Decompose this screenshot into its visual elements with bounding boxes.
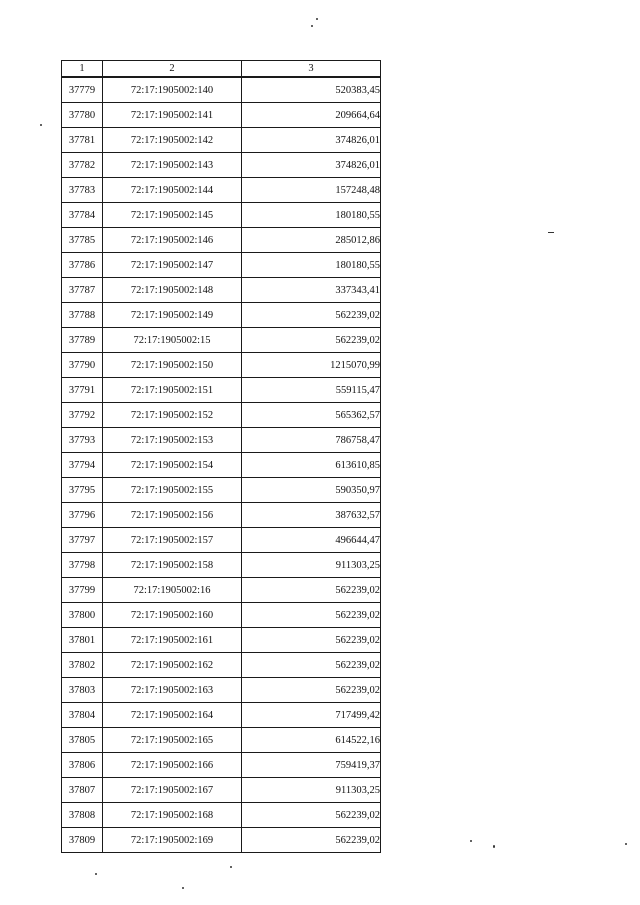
- row-number-cell: 37784: [62, 203, 103, 228]
- cadastral-value-cell: 562239,02: [242, 653, 381, 678]
- table-row: [62, 553, 381, 578]
- cadastral-value-cell: 613610,85: [242, 453, 381, 478]
- table-row: [62, 653, 381, 678]
- table-row: [62, 328, 381, 353]
- table-row: [62, 678, 381, 703]
- row-number-cell: 37786: [62, 253, 103, 278]
- table-row: [62, 203, 381, 228]
- cadastral-value-cell: 565362,57: [242, 403, 381, 428]
- row-number-cell: 37782: [62, 153, 103, 178]
- scan-speck: [493, 845, 495, 848]
- row-number-cell: 37787: [62, 278, 103, 303]
- cadastral-number-cell: 72:17:1905002:169: [103, 828, 242, 853]
- cadastral-value-cell: 157248,48: [242, 178, 381, 203]
- cadastral-number-cell: 72:17:1905002:146: [103, 228, 242, 253]
- row-number-cell: 37799: [62, 578, 103, 603]
- column-header: 3: [242, 61, 381, 78]
- cadastral-value-cell: 562239,02: [242, 628, 381, 653]
- row-number-cell: 37781: [62, 128, 103, 153]
- cadastral-number-cell: 72:17:1905002:168: [103, 803, 242, 828]
- cadastral-value-cell: 786758,47: [242, 428, 381, 453]
- cadastral-value-cell: 387632,57: [242, 503, 381, 528]
- row-number-cell: 37783: [62, 178, 103, 203]
- table-row: [62, 528, 381, 553]
- table-row: [62, 77, 381, 103]
- table-row: [62, 753, 381, 778]
- row-number-cell: 37808: [62, 803, 103, 828]
- cadastral-value-cell: 337343,41: [242, 278, 381, 303]
- table-row: [62, 728, 381, 753]
- cadastral-number-cell: 72:17:1905002:151: [103, 378, 242, 403]
- row-number-cell: 37797: [62, 528, 103, 553]
- cadastral-number-cell: 72:17:1905002:141: [103, 103, 242, 128]
- cadastral-value-cell: 759419,37: [242, 753, 381, 778]
- cadastral-number-cell: 72:17:1905002:162: [103, 653, 242, 678]
- table-row: [62, 453, 381, 478]
- row-number-cell: 37803: [62, 678, 103, 703]
- cadastral-value-cell: 496644,47: [242, 528, 381, 553]
- cadastral-number-cell: 72:17:1905002:158: [103, 553, 242, 578]
- cadastral-value-cell: 562239,02: [242, 328, 381, 353]
- cadastral-value-cell: 209664,64: [242, 103, 381, 128]
- scan-speck: [311, 25, 313, 27]
- table-header-row: [62, 61, 381, 78]
- table-row: [62, 803, 381, 828]
- cadastral-value-cell: 520383,45: [242, 77, 381, 103]
- row-number-cell: 37788: [62, 303, 103, 328]
- cadastral-number-cell: 72:17:1905002:144: [103, 178, 242, 203]
- scan-speck: [316, 18, 318, 20]
- cadastral-value-cell: 614522,16: [242, 728, 381, 753]
- cadastral-value-cell: 1215070,99: [242, 353, 381, 378]
- cadastral-value-table: [61, 60, 381, 853]
- table-row: [62, 628, 381, 653]
- row-number-cell: 37804: [62, 703, 103, 728]
- row-number-cell: 37801: [62, 628, 103, 653]
- row-number-cell: 37798: [62, 553, 103, 578]
- cadastral-number-cell: 72:17:1905002:145: [103, 203, 242, 228]
- cadastral-number-cell: 72:17:1905002:154: [103, 453, 242, 478]
- cadastral-number-cell: 72:17:1905002:153: [103, 428, 242, 453]
- cadastral-value-cell: 562239,02: [242, 678, 381, 703]
- row-number-cell: 37789: [62, 328, 103, 353]
- row-number-cell: 37796: [62, 503, 103, 528]
- scan-speck: [548, 232, 554, 233]
- cadastral-value-cell: 180180,55: [242, 253, 381, 278]
- table-row: [62, 578, 381, 603]
- table-row: [62, 503, 381, 528]
- cadastral-number-cell: 72:17:1905002:149: [103, 303, 242, 328]
- row-number-cell: 37790: [62, 353, 103, 378]
- cadastral-number-cell: 72:17:1905002:160: [103, 603, 242, 628]
- cadastral-value-cell: 285012,86: [242, 228, 381, 253]
- table-row: [62, 478, 381, 503]
- cadastral-value-cell: 562239,02: [242, 578, 381, 603]
- table-row: [62, 378, 381, 403]
- row-number-cell: 37793: [62, 428, 103, 453]
- table-row: [62, 178, 381, 203]
- cadastral-value-cell: 562239,02: [242, 828, 381, 853]
- table-row: [62, 153, 381, 178]
- table-row: [62, 703, 381, 728]
- cadastral-number-cell: 72:17:1905002:157: [103, 528, 242, 553]
- table-row: [62, 603, 381, 628]
- cadastral-number-cell: 72:17:1905002:156: [103, 503, 242, 528]
- table-row: [62, 228, 381, 253]
- row-number-cell: 37805: [62, 728, 103, 753]
- cadastral-number-cell: 72:17:1905002:163: [103, 678, 242, 703]
- cadastral-value-cell: 911303,25: [242, 778, 381, 803]
- table-row: [62, 128, 381, 153]
- cadastral-value-cell: 590350,97: [242, 478, 381, 503]
- row-number-cell: 37779: [62, 77, 103, 103]
- cadastral-number-cell: 72:17:1905002:152: [103, 403, 242, 428]
- scan-speck: [470, 840, 472, 842]
- table-row: [62, 278, 381, 303]
- column-header: 1: [62, 61, 103, 78]
- cadastral-value-cell: 180180,55: [242, 203, 381, 228]
- column-header: 2: [103, 61, 242, 78]
- table-row: [62, 303, 381, 328]
- table-row: [62, 253, 381, 278]
- cadastral-number-cell: 72:17:1905002:147: [103, 253, 242, 278]
- table-row: [62, 828, 381, 853]
- cadastral-number-cell: 72:17:1905002:15: [103, 328, 242, 353]
- row-number-cell: 37806: [62, 753, 103, 778]
- table-body: [62, 77, 381, 853]
- cadastral-number-cell: 72:17:1905002:165: [103, 728, 242, 753]
- cadastral-number-cell: 72:17:1905002:164: [103, 703, 242, 728]
- scan-speck: [95, 873, 97, 875]
- cadastral-number-cell: 72:17:1905002:150: [103, 353, 242, 378]
- cadastral-value-cell: 374826,01: [242, 128, 381, 153]
- cadastral-value-cell: 717499,42: [242, 703, 381, 728]
- row-number-cell: 37780: [62, 103, 103, 128]
- table-row: [62, 353, 381, 378]
- cadastral-value-cell: 911303,25: [242, 553, 381, 578]
- scan-speck: [625, 843, 627, 845]
- cadastral-number-cell: 72:17:1905002:16: [103, 578, 242, 603]
- cadastral-value-cell: 374826,01: [242, 153, 381, 178]
- row-number-cell: 37791: [62, 378, 103, 403]
- table-row: [62, 778, 381, 803]
- cadastral-number-cell: 72:17:1905002:166: [103, 753, 242, 778]
- scan-speck: [230, 866, 232, 868]
- cadastral-number-cell: 72:17:1905002:155: [103, 478, 242, 503]
- cadastral-number-cell: 72:17:1905002:167: [103, 778, 242, 803]
- cadastral-value-cell: 562239,02: [242, 303, 381, 328]
- scan-speck: [40, 124, 42, 126]
- cadastral-value-cell: 562239,02: [242, 803, 381, 828]
- row-number-cell: 37792: [62, 403, 103, 428]
- cadastral-number-cell: 72:17:1905002:142: [103, 128, 242, 153]
- table-row: [62, 428, 381, 453]
- table-row: [62, 403, 381, 428]
- cadastral-number-cell: 72:17:1905002:140: [103, 77, 242, 103]
- cadastral-value-cell: 559115,47: [242, 378, 381, 403]
- scan-speck: [182, 887, 184, 889]
- cadastral-number-cell: 72:17:1905002:148: [103, 278, 242, 303]
- cadastral-number-cell: 72:17:1905002:161: [103, 628, 242, 653]
- cadastral-value-cell: 562239,02: [242, 603, 381, 628]
- table-row: [62, 103, 381, 128]
- row-number-cell: 37802: [62, 653, 103, 678]
- row-number-cell: 37807: [62, 778, 103, 803]
- row-number-cell: 37785: [62, 228, 103, 253]
- row-number-cell: 37800: [62, 603, 103, 628]
- row-number-cell: 37795: [62, 478, 103, 503]
- row-number-cell: 37809: [62, 828, 103, 853]
- cadastral-number-cell: 72:17:1905002:143: [103, 153, 242, 178]
- row-number-cell: 37794: [62, 453, 103, 478]
